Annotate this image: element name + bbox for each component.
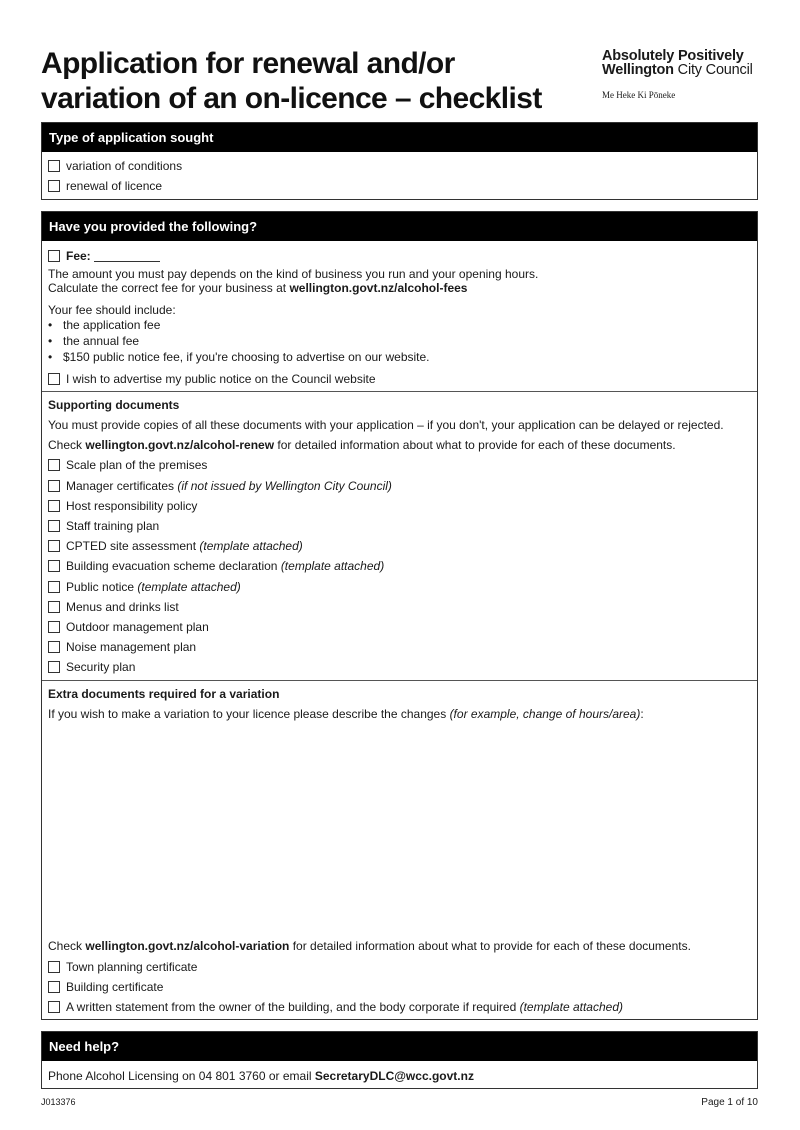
bullet-text: the annual fee xyxy=(63,334,140,348)
doc-label: A written statement from the owner of the building, and the body corporate if required xyxy=(66,1000,520,1014)
provided-heading: Have you provided the following? xyxy=(42,212,757,241)
fee-include-label: Your fee should include: xyxy=(48,303,176,317)
doc-label: Outdoor management plan xyxy=(66,620,209,634)
option-renewal-of-licence[interactable] xyxy=(48,179,162,194)
variation-describe-post: : xyxy=(640,707,644,721)
doc-note: (template attached) xyxy=(280,559,385,573)
doc-security[interactable] xyxy=(48,660,135,675)
advertise-option[interactable] xyxy=(48,372,376,387)
option-label: variation of conditions xyxy=(66,159,183,173)
title-line-2: variation of an on-licence – checklist xyxy=(41,82,542,115)
checkbox[interactable] xyxy=(48,601,60,613)
doc-label: Staff training plan xyxy=(66,519,160,533)
fee-text-2 xyxy=(48,281,467,296)
doc-label: Host responsibility policy xyxy=(66,499,198,513)
supporting-heading: Supporting documents xyxy=(48,398,180,412)
doc-outdoor[interactable] xyxy=(48,620,209,635)
variation-check-pre: Check xyxy=(48,939,86,953)
option-label: I wish to advertise my public notice on the Council website xyxy=(66,372,376,386)
doc-evacuation[interactable] xyxy=(48,559,384,574)
renew-link[interactable]: wellington.govt.nz/alcohol-renew xyxy=(85,438,275,452)
checkbox[interactable] xyxy=(48,661,60,673)
doc-manager-certificates[interactable] xyxy=(48,479,392,494)
doc-note: (if not issued by Wellington City Council) xyxy=(177,479,392,493)
provided-section xyxy=(41,211,758,1020)
doc-noise[interactable] xyxy=(48,640,196,655)
help-email-link[interactable]: SecretaryDLC@wcc.govt.nz xyxy=(314,1069,474,1083)
variation-link[interactable]: wellington.govt.nz/alcohol-variation xyxy=(85,939,290,953)
supporting-text-2 xyxy=(48,438,676,453)
fee-label: Fee: xyxy=(66,249,91,263)
doc-building-certificate[interactable] xyxy=(48,980,163,995)
logo-line-2 xyxy=(602,63,772,78)
checkbox[interactable] xyxy=(48,520,60,532)
checkbox[interactable] xyxy=(48,961,60,973)
doc-note: (template attached) xyxy=(137,580,241,594)
doc-label: Manager certificates xyxy=(66,479,178,493)
logo-line-2-bold: Wellington xyxy=(602,62,674,78)
bullet-item: • $150 public notice fee, if you're choosing to advertise on our website. xyxy=(48,350,430,364)
type-of-application-heading: Type of application sought xyxy=(42,123,757,152)
doc-label: Scale plan of the premises xyxy=(66,458,208,472)
bullet-text: $150 public notice fee, if you're choosing to advertise on our website. xyxy=(63,350,430,364)
bullet-item: • the annual fee xyxy=(48,334,140,348)
title-line-1: Application for renewal and/or xyxy=(41,47,455,80)
checkbox[interactable] xyxy=(48,160,60,172)
supporting-text-1: You must provide copies of all these documents with your application – if you don't, your application can be delayed or rejected. xyxy=(48,418,724,432)
doc-public-notice[interactable] xyxy=(48,580,241,595)
doc-label: CPTED site assessment xyxy=(66,539,200,553)
doc-label: Town planning certificate xyxy=(66,960,198,974)
bullet-text: the application fee xyxy=(63,318,161,332)
checkbox[interactable] xyxy=(48,641,60,653)
type-of-application-section xyxy=(41,122,758,200)
fee-text-1: The amount you must pay depends on the kind of business you run and your opening hours. xyxy=(48,267,539,281)
doc-host-responsibility[interactable] xyxy=(48,499,197,514)
variation-heading: Extra documents required for a variation xyxy=(48,687,280,701)
help-text xyxy=(48,1069,474,1084)
fee-input[interactable] xyxy=(94,251,160,262)
page-title xyxy=(41,46,601,116)
doc-note: (template attached) xyxy=(519,1000,623,1014)
logo-line-2-rest: City Council xyxy=(673,62,753,78)
checkbox[interactable] xyxy=(48,581,60,593)
supporting-text-2-pre: Check xyxy=(48,438,86,452)
checkbox[interactable] xyxy=(48,621,60,633)
doc-label: Building certificate xyxy=(66,980,164,994)
logo-tagline: Me Heke Ki Pōneke xyxy=(602,90,676,100)
doc-label: Menus and drinks list xyxy=(66,600,179,614)
supporting-text-2-post: for detailed information about what to provide for each of these documents. xyxy=(274,438,676,452)
bullet-item: • the application fee xyxy=(48,318,161,332)
divider xyxy=(42,391,757,392)
variation-describe-pre: If you wish to make a variation to your licence please describe the changes xyxy=(48,707,450,721)
need-help-heading: Need help? xyxy=(42,1032,757,1061)
checkbox[interactable] xyxy=(48,540,60,552)
option-variation-of-conditions[interactable] xyxy=(48,159,182,174)
doc-label: Public notice xyxy=(66,580,138,594)
need-help-section xyxy=(41,1031,758,1089)
doc-note: (template attached) xyxy=(199,539,303,553)
doc-staff-training[interactable] xyxy=(48,519,159,534)
doc-scale-plan[interactable] xyxy=(48,458,207,473)
checkbox[interactable] xyxy=(48,981,60,993)
checkbox[interactable] xyxy=(48,373,60,385)
doc-label: Noise management plan xyxy=(66,640,197,654)
option-label: renewal of licence xyxy=(66,179,163,193)
logo-line-1: Absolutely Positively xyxy=(602,48,744,64)
variation-describe xyxy=(48,707,644,722)
fee-text-2-pre: Calculate the correct fee for your business at xyxy=(48,281,290,295)
variation-check-text xyxy=(48,939,691,954)
council-logo xyxy=(602,49,772,100)
variation-description-area[interactable] xyxy=(48,726,748,926)
variation-check-post: for detailed information about what to provide for each of these documents. xyxy=(289,939,691,953)
help-text-pre: Phone Alcohol Licensing on 04 801 3760 or email xyxy=(48,1069,315,1083)
fee-checkbox[interactable] xyxy=(48,250,60,262)
checkbox[interactable] xyxy=(48,480,60,492)
doc-written-statement[interactable] xyxy=(48,1000,623,1015)
doc-town-planning[interactable] xyxy=(48,960,197,975)
checkbox[interactable] xyxy=(48,1001,60,1013)
doc-label: Security plan xyxy=(66,660,136,674)
fee-row xyxy=(48,249,160,264)
doc-menus[interactable] xyxy=(48,600,179,615)
doc-cpted[interactable] xyxy=(48,539,303,554)
checkbox[interactable] xyxy=(48,459,60,471)
fee-link[interactable]: wellington.govt.nz/alcohol-fees xyxy=(289,281,468,295)
divider xyxy=(42,680,757,681)
checkbox[interactable] xyxy=(48,560,60,572)
doc-label: Building evacuation scheme declaration xyxy=(66,559,281,573)
document-code: J013376 xyxy=(41,1097,76,1107)
checkbox[interactable] xyxy=(48,500,60,512)
variation-describe-note: (for example, change of hours/area) xyxy=(449,707,641,721)
page-number: Page 1 of 10 xyxy=(701,1097,758,1108)
checkbox[interactable] xyxy=(48,180,60,192)
